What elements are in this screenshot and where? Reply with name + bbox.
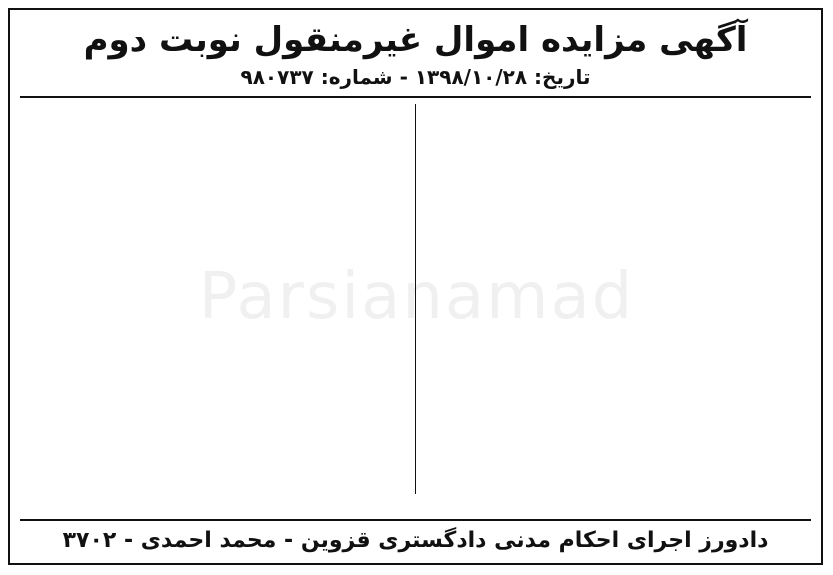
title-divider — [20, 96, 811, 98]
auction-notice — [8, 8, 823, 565]
notice-title: آگهی مزایده اموال غیرمنقول نوبت دوم — [83, 20, 748, 60]
column-divider — [415, 104, 416, 494]
notice-signature: دادورز اجرای احکام مدنی دادگستری قزوین - محمد احمدی - ۳۷۰۲ — [20, 519, 811, 555]
watermark-logo: Parsianamad — [198, 260, 635, 334]
notice-body-right-column — [426, 104, 811, 494]
notice-date-number: تاریخ: ۱۳۹۸/۱۰/۲۸ - شماره: ۹۸۰۷۳۷ — [240, 65, 591, 89]
notice-body — [20, 104, 811, 494]
notice-body-left-column — [20, 104, 405, 494]
